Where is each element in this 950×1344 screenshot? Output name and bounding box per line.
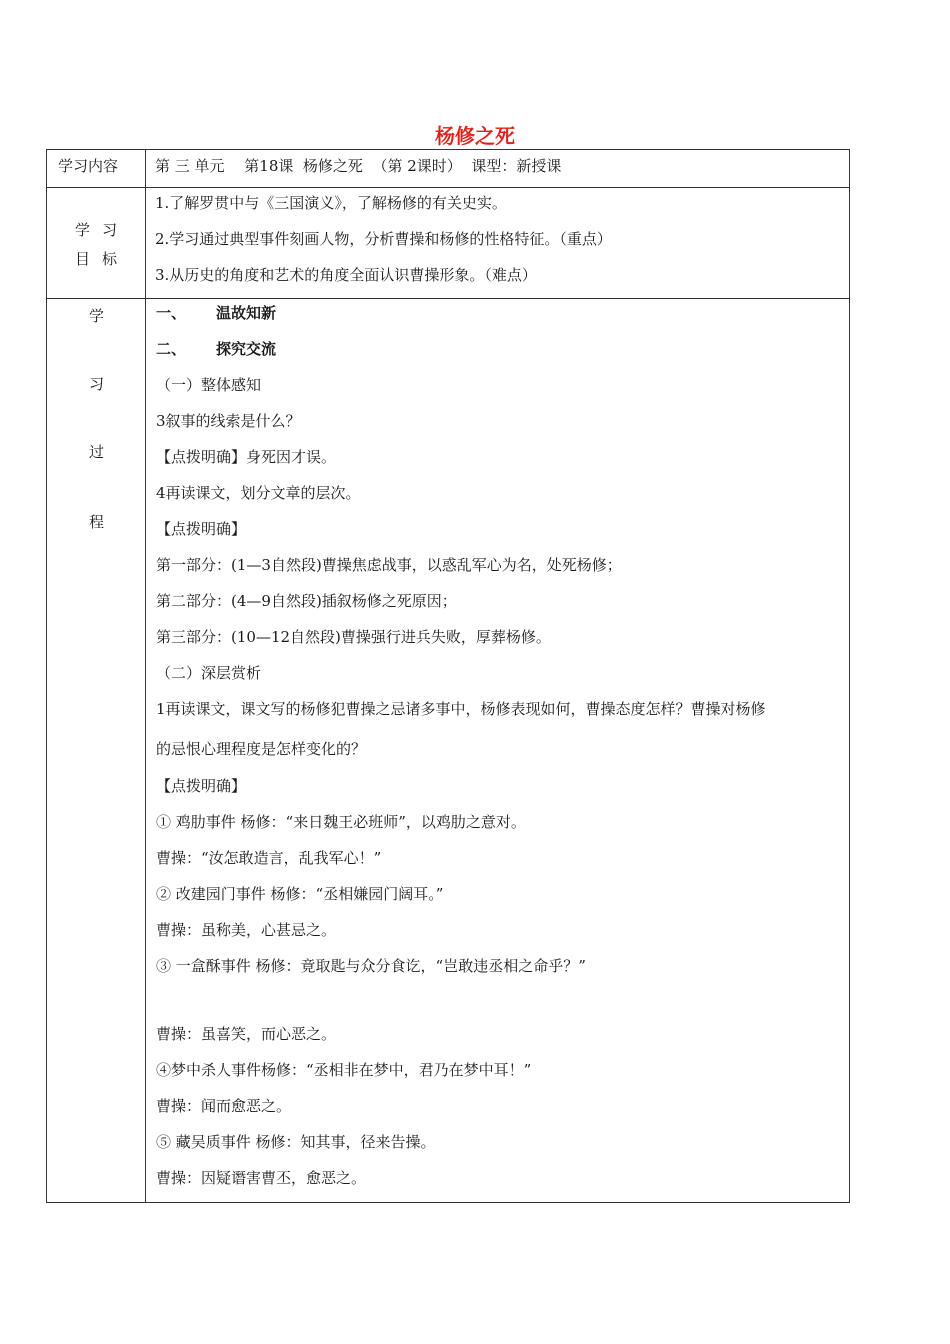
content-line: 曹操：闻而愈恶之。 [156, 1097, 292, 1115]
content-line: ⑤ 藏吴质事件 杨修：知其事，径来告操。 [156, 1133, 436, 1151]
row-label-process [47, 299, 146, 1202]
label-char: 过 [88, 443, 104, 461]
row-label-content: 学习内容 [47, 150, 146, 187]
content-line: 1再读课文，课文写的杨修犯曹操之忌诸多事中，杨修表现如何，曹操态度怎样？曹操对杨修 [156, 700, 766, 718]
content-line: 曹操：虽喜笑，而心恶之。 [156, 1025, 337, 1043]
goals-list [146, 188, 849, 298]
label-line: 目标 [74, 250, 129, 268]
row-label-goals [47, 188, 146, 298]
content-line: 【点拨明确】身死因才误。 [156, 448, 337, 466]
content-line: 的忌恨心理程度是怎样变化的？ [156, 740, 367, 758]
section-title: 探究交流 [216, 340, 277, 358]
lesson-info: 第 三 单元 第18课 杨修之死 （第 2课时） 课型：新授课 [155, 157, 562, 175]
content-line: ② 改建园门事件 杨修：“丞相嫌园门阔耳。” [156, 885, 444, 903]
label-char: 习 [88, 375, 104, 393]
section-title: 温故知新 [216, 304, 277, 322]
content-line: 第二部分：(4—9自然段)插叙杨修之死原因； [156, 592, 457, 610]
content-line: ③ 一盒酥事件 杨修：竟取匙与众分食讫，“岂敢违丞相之命乎？” [156, 957, 586, 975]
content-line: 第一部分：(1—3自然段)曹操焦虑战事，以惑乱军心为名，处死杨修； [156, 556, 622, 574]
label-char: 学 [88, 307, 104, 325]
content-line: （一）整体感知 [156, 376, 262, 394]
goal-item: 1.了解罗贯中与《三国演义》，了解杨修的有关史实。 [155, 194, 507, 212]
content-line: （二）深层赏析 [156, 664, 262, 682]
content-line: 曹操：“汝怎敢造言，乱我军心！” [156, 849, 382, 867]
page-title: 杨修之死 [435, 124, 515, 148]
content-line: 4再读课文，划分文章的层次。 [156, 484, 361, 502]
content-line: 【点拨明确】 [156, 520, 247, 538]
table-row [47, 150, 849, 187]
content-line: ④梦中杀人事件杨修：“丞相非在梦中，君乃在梦中耳！” [156, 1061, 532, 1079]
content-line: 【点拨明确】 [156, 777, 247, 795]
section-heading [156, 338, 276, 359]
label-char: 程 [88, 513, 104, 531]
section-number: 一、 [156, 304, 187, 322]
section-heading [156, 302, 276, 323]
content-line: 曹操：因疑谮害曹丕，愈恶之。 [156, 1169, 367, 1187]
content-line: ① 鸡肋事件 杨修：“来日魏王必班师”，以鸡肋之意对。 [156, 813, 526, 831]
content-line: 3叙事的线索是什么？ [156, 412, 301, 430]
goal-item: 3.从历史的角度和艺术的角度全面认识曹操形象。（难点） [155, 266, 537, 284]
label-line: 学习 [74, 221, 129, 239]
content-line: 曹操：虽称美，心甚忌之。 [156, 921, 337, 939]
table-row [47, 187, 849, 298]
goal-item: 2.学习通过典型事件刻画人物，分析曹操和杨修的性格特征。（重点） [155, 230, 612, 248]
section-number: 二、 [156, 340, 187, 358]
content-line: 第三部分：(10—12自然段)曹操强行进兵失败，厚葬杨修。 [156, 628, 551, 646]
